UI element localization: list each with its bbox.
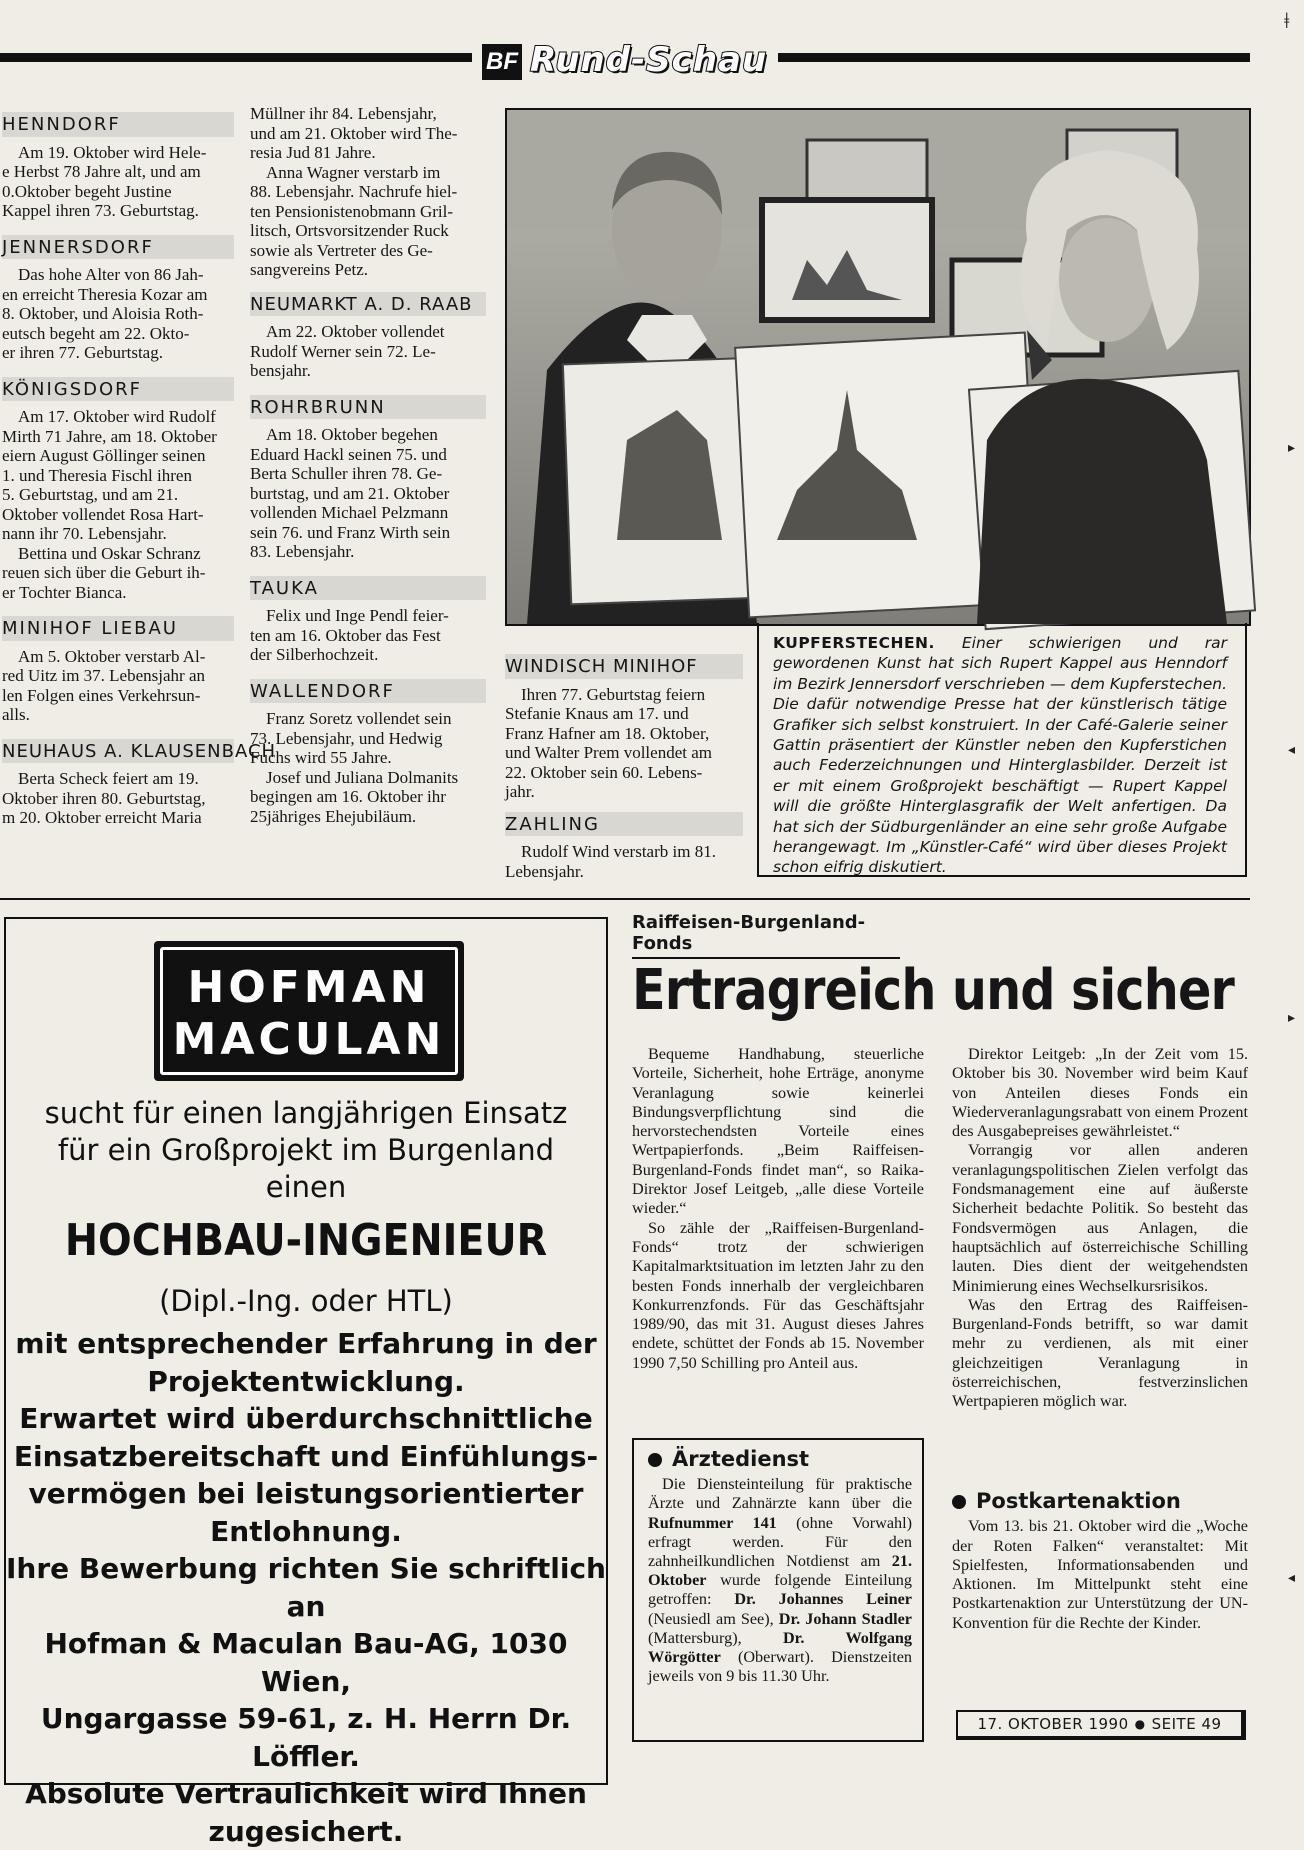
ad-body: mit entsprechender Erfahrung in der Projektentwicklung. Erwartet wird überdurchschnittliche Einsatzbereitschaft und Einfühlungs- vermögen bei leistungsorientierter Entlohnung. Ihre Bewerbung richten Sie schriftlich an Hofman & Maculan Bau-AG, 1030 Wien, Ungargasse 59-61, z. H. Herrn Dr. Löffler. Absolute Vertraulichkeit wird Ihnen zugesichert. [6, 1327, 606, 1848]
aerztedienst-text: Die Diensteinteilung für praktische Ärzte und Zahnärzte kann über die Rufnummer 141 (ohne Vorwahl) erfragt werden. Für den zahnheilkundlichen Notdienst am 21. Oktober wurde folgende Einteilung getroffen: Dr. Johannes Leiner (Neusiedl am See), Dr. Johann Stadler (Mattersburg), Dr. Wolfgang Wörgötter (Oberwart). Dienstzeiten jeweils von 9 bis 11.30 Uhr. [648, 1475, 913, 1686]
photo-illustration [507, 110, 1249, 624]
section-henndorf-text: Am 19. Oktober wird Hele- e Herbst 78 Jahre alt, und am 0.Oktober begeht Justine Kappel ihren 73. Geburtstag. [2, 142, 207, 220]
section-koenigsdorf-heading: KÖNIGSDORF [2, 377, 234, 402]
section-minihof-liebau-text: Am 5. Oktober verstarb Al- red Uitz im 37. Lebensjahr an len Folgen eines Verkehrsun- alls. [2, 646, 206, 724]
margin-mark-3: ▸ [1288, 1010, 1296, 1026]
section-neumarkt-text: Am 22. Oktober vollendet Rudolf Werner sein 72. Le- bensjahr. [250, 322, 445, 380]
footer-separator: ● [1134, 1717, 1146, 1731]
aerztedienst-box [632, 1438, 924, 1742]
column-3 [505, 646, 743, 881]
section-title: Rund-Schau [530, 40, 768, 80]
issue-date: 17. OKTOBER 1990 [977, 1715, 1129, 1733]
section-jennersdorf-heading: JENNERSDORF [2, 235, 234, 260]
section-henndorf-heading: HENNDORF [2, 112, 234, 137]
margin-mark-2: ◂ [1288, 742, 1296, 758]
section-jennersdorf-text: Das hohe Alter von 86 Jah- en erreicht Theresia Kozar am 8. Oktober, und Aloisia Roth- eutsch begeht am 22. Okto- er ihren 77. Geburtstag. [2, 265, 208, 362]
caption-lead: KUPFERSTECHEN. [773, 634, 935, 652]
section-windisch-minihof-heading: WINDISCH MINIHOF [505, 654, 743, 679]
bullet-icon [952, 1495, 966, 1509]
section-minihof-liebau-heading: MINIHOF LIEBAU [2, 616, 234, 641]
header-rule-right [778, 53, 1250, 62]
page-footer [956, 1710, 1246, 1740]
ad-job-title: HOCHBAU-INGENIEUR [64, 1215, 548, 1266]
section-neuhaus-text: Berta Scheck feiert am 19. Oktober ihren 80. Geburtstag, m 20. Oktober erreicht Maria [2, 769, 206, 827]
section-zahling-text: Rudolf Wind verstarb im 81. Lebensjahr. [505, 842, 716, 881]
section-neumarkt-heading: NEUMARKT A. D. RAAB [250, 292, 486, 317]
page-edge-mark: ǂ [1284, 8, 1290, 33]
photo-kupferstecher [505, 108, 1251, 626]
section-lead-text: Müllner ihr 84. Lebensjahr, und am 21. Oktober wird The- resia Jud 81 Jahre. Anna Wagner verstarb im 88. Lebensjahr. Nachrufe hiel- ten Pensionistenobmann Gril- litsch, Ortsvorsitzender Ruck sowie als Vertreter des Ge- sangvereins Petz. [250, 104, 458, 279]
column-2 [250, 104, 486, 826]
section-rohrbrunn-text: Am 18. Oktober begehen Eduard Hackl seinen 75. und Berta Schuller ihren 78. Ge- burtstag, und am 21. Oktober vollenden Michael Pelzmann sein 76. und Franz Wirth sein 83. Lebensjahr. [250, 425, 451, 561]
margin-mark-1: ▸ [1288, 440, 1296, 456]
section-tauka-text: Felix und Inge Pendl feier- ten am 16. Oktober das Fest der Silberhochzeit. [250, 606, 449, 664]
section-neuhaus-heading: NEUHAUS A. KLAUSENBACH [2, 740, 277, 762]
job-advertisement [4, 917, 608, 1848]
aerztedienst-heading: Ärztedienst [648, 1450, 912, 1469]
ad-intro: sucht für einen langjährigen Einsatz für ein Großprojekt im Burgenland einen [44, 1096, 568, 1204]
section-rohrbrunn-heading: ROHRBRUNN [250, 395, 486, 420]
section-zahling-heading: ZAHLING [505, 812, 743, 837]
section-koenigsdorf-text: Am 17. Oktober wird Rudolf Mirth 71 Jahre, am 18. Oktober eiern August Göllinger seinen 1. und Theresia Fischl ihren 5. Geburtstag, und am 21. Oktober vollendet Rosa Hart- nann ihr 70. Lebensjahr. Bettina und Oskar Schranz reuen sich über die Geburt ih- er Tochter Bianca. [2, 407, 217, 602]
section-wallendorf-heading: WALLENDORF [250, 679, 486, 704]
postkarten-section [952, 1489, 1248, 1633]
article-column-right: Direktor Leitgeb: „In der Zeit vom 15. Oktober bis 30. November wird beim Kauf von Anteilen dieses Fonds ein Wiederveranlagungsrabatt von einem Prozent des Ausgabepreises gewährleistet.“ Vorrangig vor allen anderen veranlagungspolitischen Zielen verfolgt das Fondsmanagement eine auf äußerste Sicherheit bedachte Politik. So besteht das Fondsvermögen aus Anlagen, die hauptsächlich auf österreichische Schilling lauten. Dies dient der weitgehendsten Minimierung eines Wechselkursrisikos. Was den Ertrag des Raiffeisen-Burgenland-Fonds betrifft, so war damit mehr zu verdienen, als mit einer gleichzeitigen Veranlagung in österreichischen, festverzinslichen Wertpapieren möglich war. [952, 1045, 1248, 1411]
section-divider [0, 898, 1250, 900]
hofman-maculan-logo [154, 941, 464, 1081]
bullet-icon [648, 1453, 662, 1467]
margin-mark-4: ◂ [1288, 1570, 1296, 1586]
page-number: SEITE 49 [1151, 1715, 1222, 1733]
column-1 [2, 104, 277, 828]
caption-text: Einer schwierigen und rar gewordenen Kunst hat sich Rupert Kappel aus Henndorf im Bezirk Jennersdorf verschrieben — dem Kupferstechen. Die dafür notwendige Presse hat der künstlerisch tätige Grafiker sich selbst konstruiert. In der Café-Galerie seiner Gattin präsentiert der Künstler neben den Kupferstichen auch Federzeichnungen und Hinterglasbilder. Derzeit ist er mit einem Großprojekt beschäftigt — Rupert Kappel will die größte Hinterglasgrafik der Welt anfertigen. Da hat sich der Südburgenländer an eine sehr große Aufgabe herangewagt. Im „Künstler-Café“ wird über dieses Projekt schon eifrig diskutiert. [773, 634, 1227, 877]
logo-line-1: HOFMAN [187, 962, 431, 1013]
article-kicker: Raiffeisen-Burgenland-Fonds [632, 912, 900, 959]
photo-caption [757, 623, 1247, 877]
header-rule-left [0, 53, 472, 62]
ad-qualification: (Dipl.-Ing. oder HTL) [159, 1284, 453, 1318]
logo-line-2: MACULAN [172, 1014, 446, 1065]
postkarten-text: Vom 13. bis 21. Oktober wird die „Woche der Roten Falken“ veranstaltet: Mit Spielfesten, Informationsabenden und Aktionen. Im Mittelpunkt steht eine Postkartenaktion zur Unterstützung der UN-Konvention für die Rechte der Kinder. [952, 1517, 1248, 1632]
postkarten-heading: Postkartenaktion [952, 1492, 1248, 1511]
section-tauka-heading: TAUKA [250, 576, 486, 601]
article-column-left: Bequeme Handhabung, steuerliche Vorteile, Sicherheit, hohe Erträge, anonyme Veranlagung sowie keinerlei Bindungsverpflichtung sind die hervorstechendsten Vorteile eines Wertpapierfonds. „Beim Raiffeisen-Burgenland-Fonds findet man“, so Raika-Direktor Josef Leitgeb, „alle diese Vorteile wieder.“ So zähle der „Raiffeisen-Burgenland-Fonds“ trotz der schwierigen Kapitalmarktsituation im letzten Jahr zu den besten Fonds innerhalb der vergleichbaren Konkurrenzfonds. Für das Geschäftsjahr 1989/90, das mit 31. August dieses Jahres endete, schüttet der Fonds ab 15. November 1990 7,50 Schilling pro Anteil aus. [632, 1045, 924, 1372]
section-windisch-minihof-text: Ihren 77. Geburtstag feiern Stefanie Knaus am 17. und Franz Hafner am 18. Oktober, und Walter Prem vollendet am 22. Oktober sein 60. Lebens- jahr. [505, 684, 712, 801]
section-wallendorf-text: Franz Soretz vollendet sein 73. Lebensjahr, und Hedwig Fuchs wird 55 Jahre. Josef und Juliana Dolmanits begingen am 16. Oktober ihr 25jähriges Ehejubiläum. [250, 709, 459, 826]
article-headline: Ertragreich und sicher [632, 958, 1234, 1023]
bf-logo: BF [482, 44, 522, 80]
